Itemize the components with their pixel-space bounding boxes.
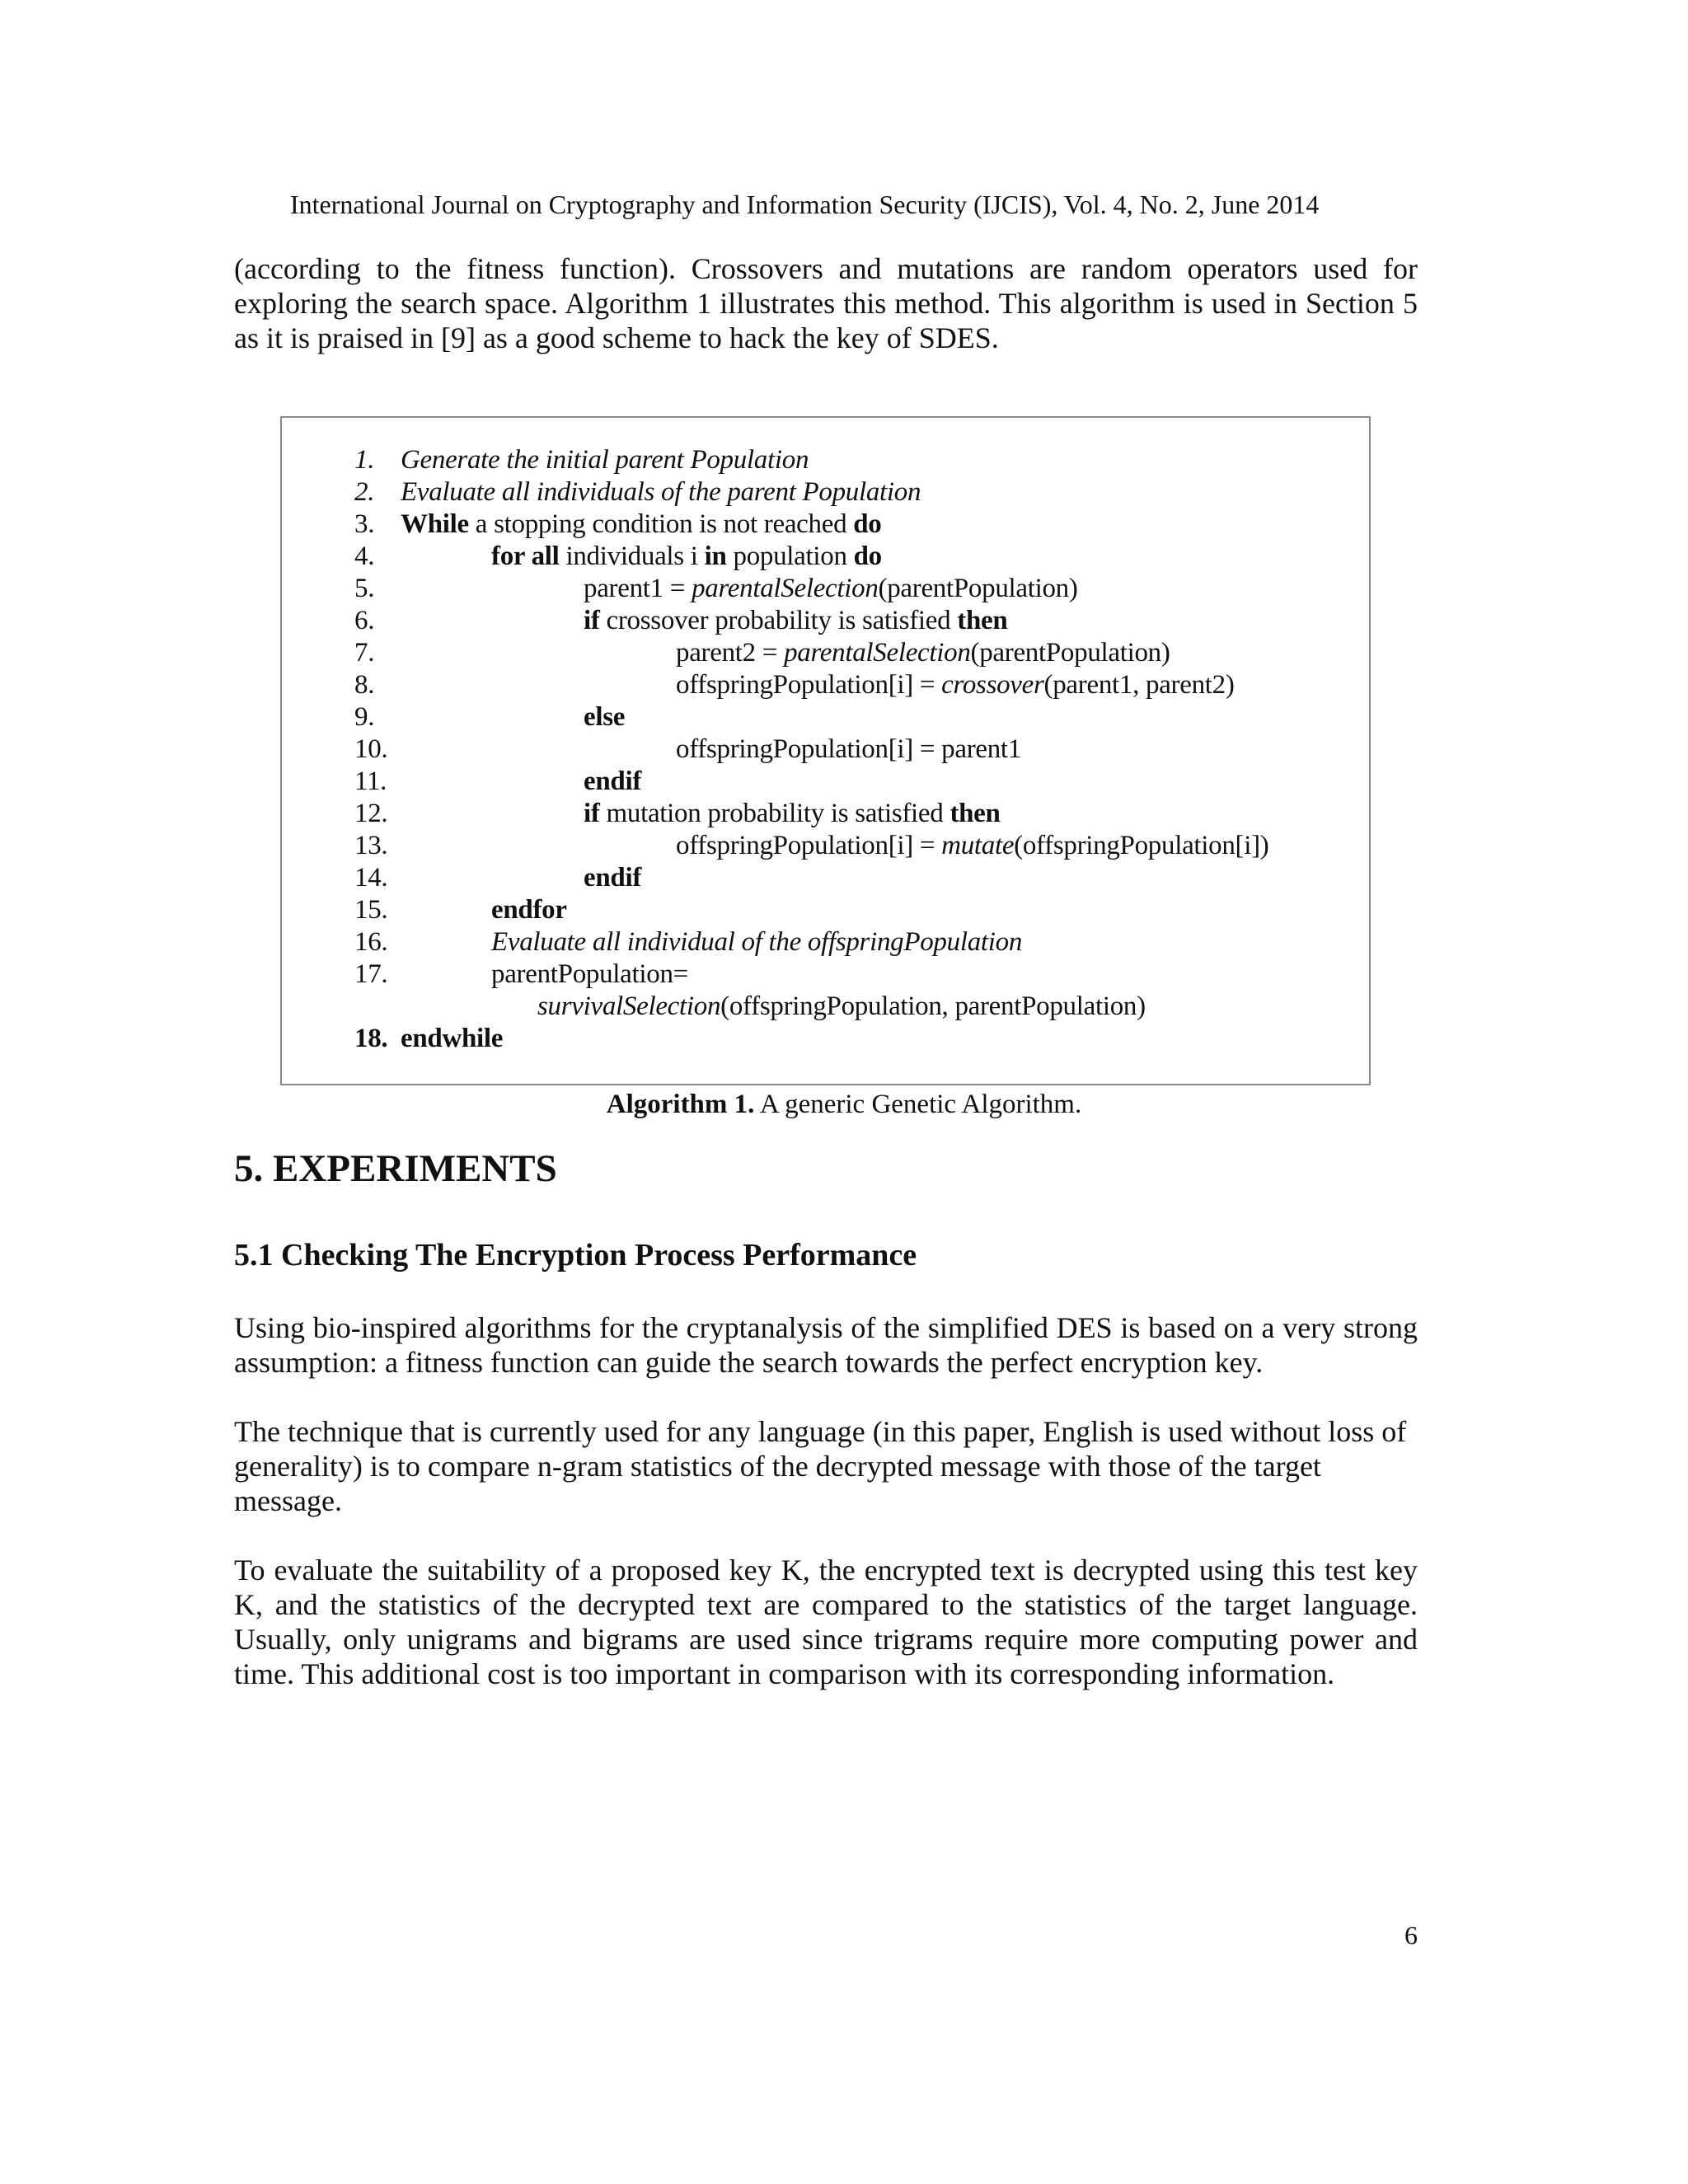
keyword: endif [584,863,642,893]
line-number: 2. [354,477,375,507]
algorithm-box [280,416,1371,1085]
function-name: survivalSelection [537,991,721,1021]
algorithm-caption [0,1088,1688,1121]
line-number: 4. [354,541,375,571]
caption-label: Algorithm 1. [606,1090,755,1119]
line-text: parent1 = [584,574,692,603]
keyword: in [704,541,727,571]
line-text: crossover probability is satisfied [599,606,958,635]
line-text: Generate the initial parent Population [401,445,809,475]
function-name: parentalSelection [692,574,879,603]
line-number: 1. [354,445,375,475]
line-text: (parentPopulation) [970,638,1170,668]
line-number: 3. [354,509,375,539]
line-text: mutation probability is satisfied [599,799,950,828]
keyword: While [401,509,469,539]
function-name: crossover [941,670,1044,700]
line-text: parent2 = [676,638,785,668]
line-text: (offspringPopulation, parentPopulation) [720,991,1146,1021]
line-code [491,541,882,573]
line-text: individuals i [559,541,705,571]
line-number: 8. [354,670,375,700]
function-name: mutate [941,831,1015,860]
line-text: (parent1, parent2) [1043,670,1235,700]
line-text: a stopping condition is not reached [468,509,854,539]
line-code [584,798,1001,830]
line-code [676,637,1170,669]
line-number: 7. [354,638,375,668]
line-number: 11. [354,766,387,796]
line-number: 14. [354,863,388,893]
keyword: do [853,509,882,539]
keyword: endfor [491,895,567,925]
line-text: offspringPopulation[i] = [676,831,942,860]
intro-paragraph: (according to the fitness function). Crossovers and mutations are random operators used for exploring the search space. Algorithm 1 illustrates this method. This algorithm is used in Section 5 as it is praised in [9] as a good scheme to hack the key of SDES. [234,252,1418,354]
line-text: offspringPopulation[i] = parent1 [676,734,1021,764]
caption-text: A generic Genetic Algorithm. [754,1090,1082,1119]
line-number: 13. [354,831,388,860]
line-text: population [726,541,854,571]
line-code [584,573,1078,605]
running-header: International Journal on Cryptography and Information Security (IJCIS), Vol. 4, No. 2, June 2014 [290,190,1320,219]
line-text: (parentPopulation) [878,574,1078,603]
keyword: if [584,606,600,635]
keyword: for all [491,541,560,571]
keyword: then [957,606,1008,635]
function-name: parentalSelection [784,638,971,668]
subsection-heading: 5.1 Checking The Encryption Process Performance [234,1238,917,1272]
line-text: (offspringPopulation[i]) [1014,831,1269,860]
line-number: 9. [354,702,375,732]
keyword: then [950,799,1001,828]
line-number: 6. [354,606,375,635]
line-number: 15. [354,895,388,925]
line-text: Evaluate all individual of the offspringPopulation [491,927,1023,957]
section-heading: 5. EXPERIMENTS [234,1147,557,1190]
line-code [676,830,1269,862]
line-number: 16. [354,927,388,957]
keyword: endif [584,766,642,796]
line-text: Evaluate all individuals of the parent Population [401,477,921,507]
line-number: 5. [354,574,375,603]
line-code [401,509,882,541]
line-code [537,991,1146,1023]
line-code [584,605,1007,637]
line-number: 10. [354,734,388,764]
line-number: 12. [354,799,388,828]
line-text: offspringPopulation[i] = [676,670,942,700]
line-text: parentPopulation= [491,959,688,989]
page-number: 6 [1404,1920,1418,1950]
keyword: endwhile [401,1024,504,1053]
line-number: 17. [354,959,388,989]
body-paragraph: To evaluate the suitability of a proposed key K, the encrypted text is decrypted using this test key K, and the statistics of the decrypted text are compared to the statistics of the target language. Usually, only unigrams and bigrams are used since trigrams require more computing power and time. This additional cost is too important in comparison with its corresponding information. [234,1554,1418,1690]
body-paragraph: Using bio-inspired algorithms for the cryptanalysis of the simplified DES is based on a very strong assumption: a fitness function can guide the search towards the perfect encryption key. [234,1311,1418,1379]
line-code [676,669,1235,701]
keyword: if [584,799,600,828]
line-number: 18. [354,1024,388,1053]
keyword: else [584,702,626,732]
body-paragraph: The technique that is currently used for any language (in this paper, English is used without loss of generality) is to compare n-gram statistics of the decrypted message with those of the target message. [234,1415,1407,1517]
keyword: do [853,541,882,571]
